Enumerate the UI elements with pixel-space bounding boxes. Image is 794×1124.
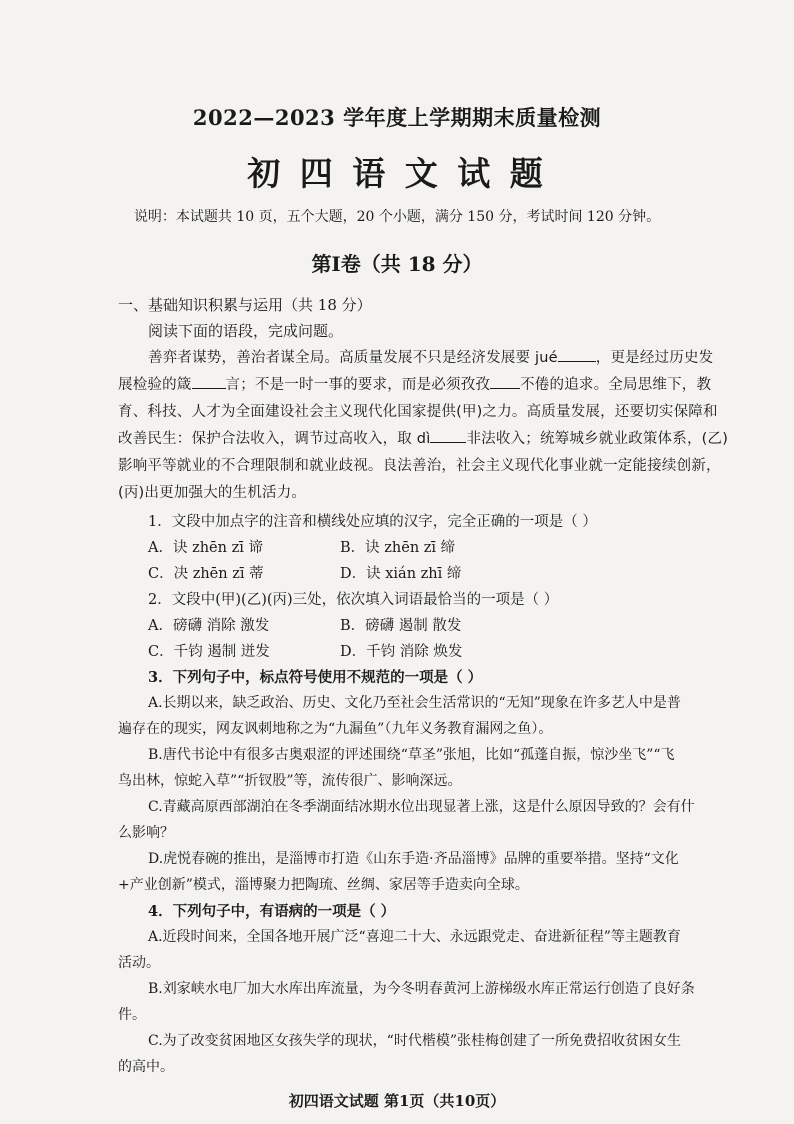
question-3-option-c-line-1: C.青藏高原西部湖泊在冬季湖面结冰期水位出现显著上涨，这是什么原因导致的？会有什 <box>148 799 695 815</box>
passage-text: 善弈者谋势，善治者谋全局。高质量发展不只是经济发展要 jué <box>148 350 558 366</box>
passage-text: 非法收入；统筹城乡就业政策体系，(乙) <box>466 431 729 447</box>
passage-line-4 <box>118 427 728 448</box>
passage-line-6: (丙)出更加强大的生机活力。 <box>118 485 307 501</box>
passage-text: ，更是经过历史发 <box>595 350 714 366</box>
question-4-option-a-line-1: A.近段时间来，全国各地开展广泛“喜迎二十大、永远跟党走、奋进新征程”等主题教育 <box>148 929 681 945</box>
question-3-option-d-line-2: +产业创新”模式，淄博聚力把陶琉、丝绸、家居等手造卖向全球。 <box>118 877 529 893</box>
question-3-option-d-line-1: D.虎悦春碗的推出，是淄博市打造《山东手造·齐品淄博》品牌的重要举措。坚持“文化 <box>148 851 679 867</box>
question-2-option-c: C．千钧 遏制 迸发 <box>148 644 270 660</box>
fill-blank <box>192 376 226 389</box>
question-4-option-b-line-2: 件。 <box>118 1007 146 1023</box>
question-1-option-c: C．决 zhēn zī 蒂 <box>148 566 264 582</box>
question-3-option-a-line-1: A.长期以来，缺乏政治、历史、文化乃至社会生活常识的“无知”现象在许多艺人中是普 <box>148 695 681 711</box>
question-4-option-c-line-2: 的高中。 <box>118 1059 174 1075</box>
question-3-option-c-line-2: 么影响？ <box>118 825 174 841</box>
exam-instructions-note: 说明：本试题共 10 页，五个大题，20 个小题，满分 150 分，考试时间 120 分钟。 <box>133 209 661 225</box>
question-1-stem: 1．文段中加点字的注音和横线处应填的汉字，完全正确的一项是（ ） <box>148 514 597 530</box>
fill-blank <box>558 349 596 362</box>
exam-main-title: 初 四 语 文 试 题 <box>247 154 547 193</box>
question-1-option-a: A．诀 zhēn zī 谛 <box>148 540 263 556</box>
question-3-stem: 3．下列句子中，标点符号使用不规范的一项是（ ） <box>148 669 483 686</box>
passage-text: 展检验的箴 <box>118 377 192 393</box>
question-2-option-a: A．磅礴 消除 激发 <box>148 618 270 634</box>
passage-line-5: 影响平等就业的不合理限制和就业歧视。良法善治，社会主义现代化事业就一定能接续创新， <box>118 458 721 474</box>
passage-text: 不倦的追求。全局思维下，教 <box>520 377 712 393</box>
page-footer: 初四语文试题 第1页（共10页） <box>288 1092 506 1110</box>
passage-text: 言；不是一时一事的要求，而是必须孜孜 <box>225 377 491 393</box>
question-4-stem: 4．下列句子中，有语病的一项是（ ） <box>148 903 396 920</box>
fill-blank <box>430 430 466 443</box>
question-3-option-b-line-2: 鸟出林，惊蛇入草”“折钗股”等，流传很广、影响深远。 <box>118 773 462 789</box>
passage-line-1 <box>148 346 713 367</box>
question-2-option-b: B．磅礴 遏制 散发 <box>340 618 462 634</box>
question-3-option-a-line-2: 遍存在的现实，网友讽刺地称之为“九漏鱼”（九年义务教育漏网之鱼）。 <box>118 721 553 737</box>
passage-line-3: 育、科技、人才为全面建设社会主义现代化国家提供(甲)之力。高质量发展，还要切实保障和 <box>118 404 718 420</box>
exam-year-title: 2022—2023 学年度上学期期末质量检测 <box>192 105 602 130</box>
volume-heading: 第Ⅰ卷（共 18 分） <box>311 252 483 276</box>
question-2-option-d: D．千钧 消除 焕发 <box>340 644 463 660</box>
reading-instruction: 阅读下面的语段，完成问题。 <box>148 322 344 340</box>
passage-text: 改善民生：保护合法收入，调节过高收入，取 dì <box>118 431 431 447</box>
question-1-option-b: B．诀 zhēn zī 缔 <box>340 540 456 556</box>
fill-blank <box>490 376 520 389</box>
question-3-option-b-line-1: B.唐代书论中有很多古奥艰涩的评述围绕“草圣”张旭，比如“孤蓬自振，惊沙坐飞”“飞 <box>148 747 675 763</box>
question-2-stem: 2．文段中(甲)(乙)(丙)三处，依次填入词语最恰当的一项是（ ） <box>148 592 559 608</box>
question-4-option-c-line-1: C.为了改变贫困地区女孩失学的现状，“时代楷模”张桂梅创建了一所免费招收贫困女生 <box>148 1033 681 1049</box>
passage-line-2 <box>118 373 711 394</box>
question-4-option-a-line-2: 活动。 <box>118 955 160 971</box>
section-title: 一、基础知识积累与运用（共 18 分） <box>118 296 372 314</box>
question-4-option-b-line-1: B.刘家峡水电厂加大水库出库流量，为今冬明春黄河上游梯级水库正常运行创造了良好条 <box>148 981 695 997</box>
question-1-option-d: D．诀 xián zhī 缔 <box>340 566 462 582</box>
